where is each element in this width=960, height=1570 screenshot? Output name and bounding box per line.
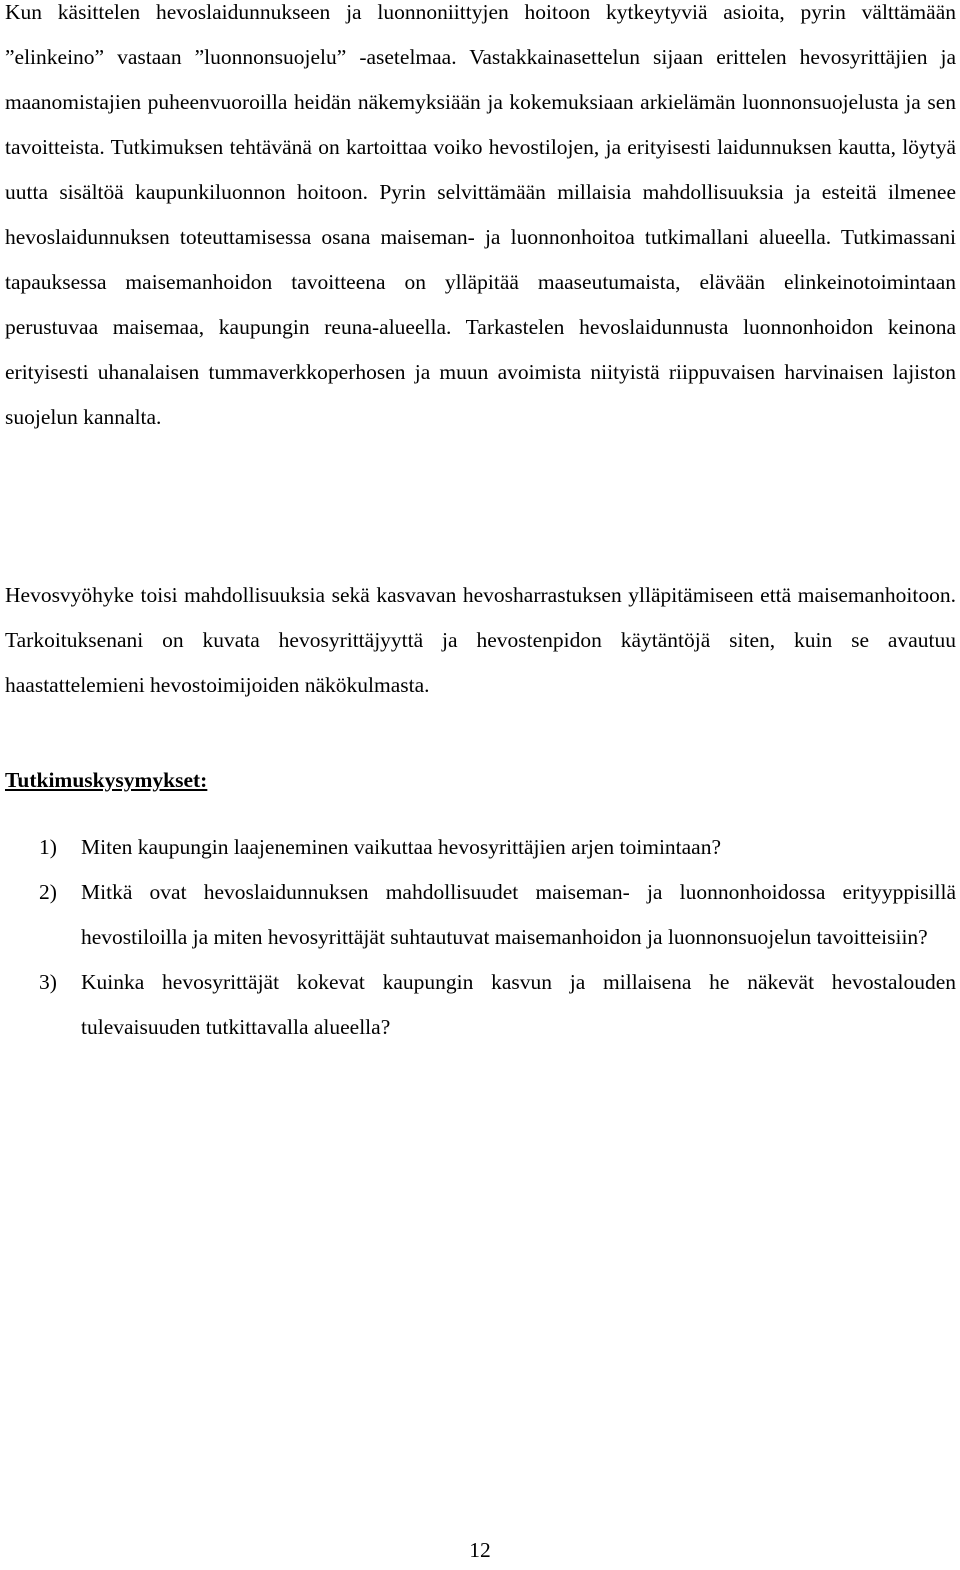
list-item-text: Kuinka hevosyrittäjät kokevat kaupungin kasvun ja millaisena he näkevät hevostalouden tulevaisuuden tutkittavalla alueella? [81,970,956,1039]
list-item-number: 2) [39,880,57,904]
page-number: 12 [469,1538,491,1562]
list-item [5,960,956,1050]
section-heading: Tutkimuskysymykset: [5,768,208,792]
list-item-number: 3) [39,970,57,994]
body-paragraph: Hevosvyöhyke toisi mahdollisuuksia sekä kasvavan hevosharrastuksen ylläpitämiseen että maisemanhoitoon. Tarkoituksenani on kuvata hevosyrittäjyyttä ja hevostenpidon käytäntöjä siten, kuin se avautuu haastattelemieni hevostoimijoiden näkökulmasta. [5,583,956,697]
list-item [5,870,956,960]
body-paragraph: Kun käsittelen hevoslaidunnukseen ja luonnoniittyjen hoitoon kytkeytyviä asioita, pyrin välttämään ”elinkeino” vastaan ”luonnonsuojelu” -asetelmaa. Vastakkainasettelun sijaan erittelen hevosyrittäjien ja maanomistajien puheenvuoroilla heidän näkemyksiään ja kokemuksiaan arkielämän luonnonsuojelusta ja sen tavoitteista. Tutkimuksen tehtävänä on kartoittaa voiko hevostilojen, ja erityisesti laidunnuksen kautta, löytyä uutta sisältöä kaupunkiluonnon hoitoon. Pyrin selvittämään millaisia mahdollisuuksia ja esteitä ilmenee hevoslaidunnuksen toteuttamisessa osana maiseman- ja luonnonhoitoa tutkimallani alueella. Tutkimassani tapauksessa maisemanhoidon tavoitteena on ylläpitää maaseutumaista, elävään elinkeinotoimintaan perustuvaa maisemaa, kaupungin reuna-alueella. Tarkastelen hevoslaidunnusta luonnonhoidon keinona erityisesti uhanalaisen tummaverkkoperhosen ja muun avoimista niityistä riippuvaisen harvinaisen lajiston suojelun kannalta. [5,0,956,429]
list-item-number: 1) [39,835,57,859]
list-item-text: Mitkä ovat hevoslaidunnuksen mahdollisuudet maiseman- ja luonnonhoidossa erityyppisillä hevostiloilla ja miten hevosyrittäjät suhtautuvat maisemanhoidon ja luonnonsuojelun tavoitteisiin? [81,880,956,949]
list-item [5,825,956,870]
research-questions-list [5,825,956,1050]
list-item-text: Miten kaupungin laajeneminen vaikuttaa hevosyrittäjien arjen toimintaan? [81,835,722,859]
